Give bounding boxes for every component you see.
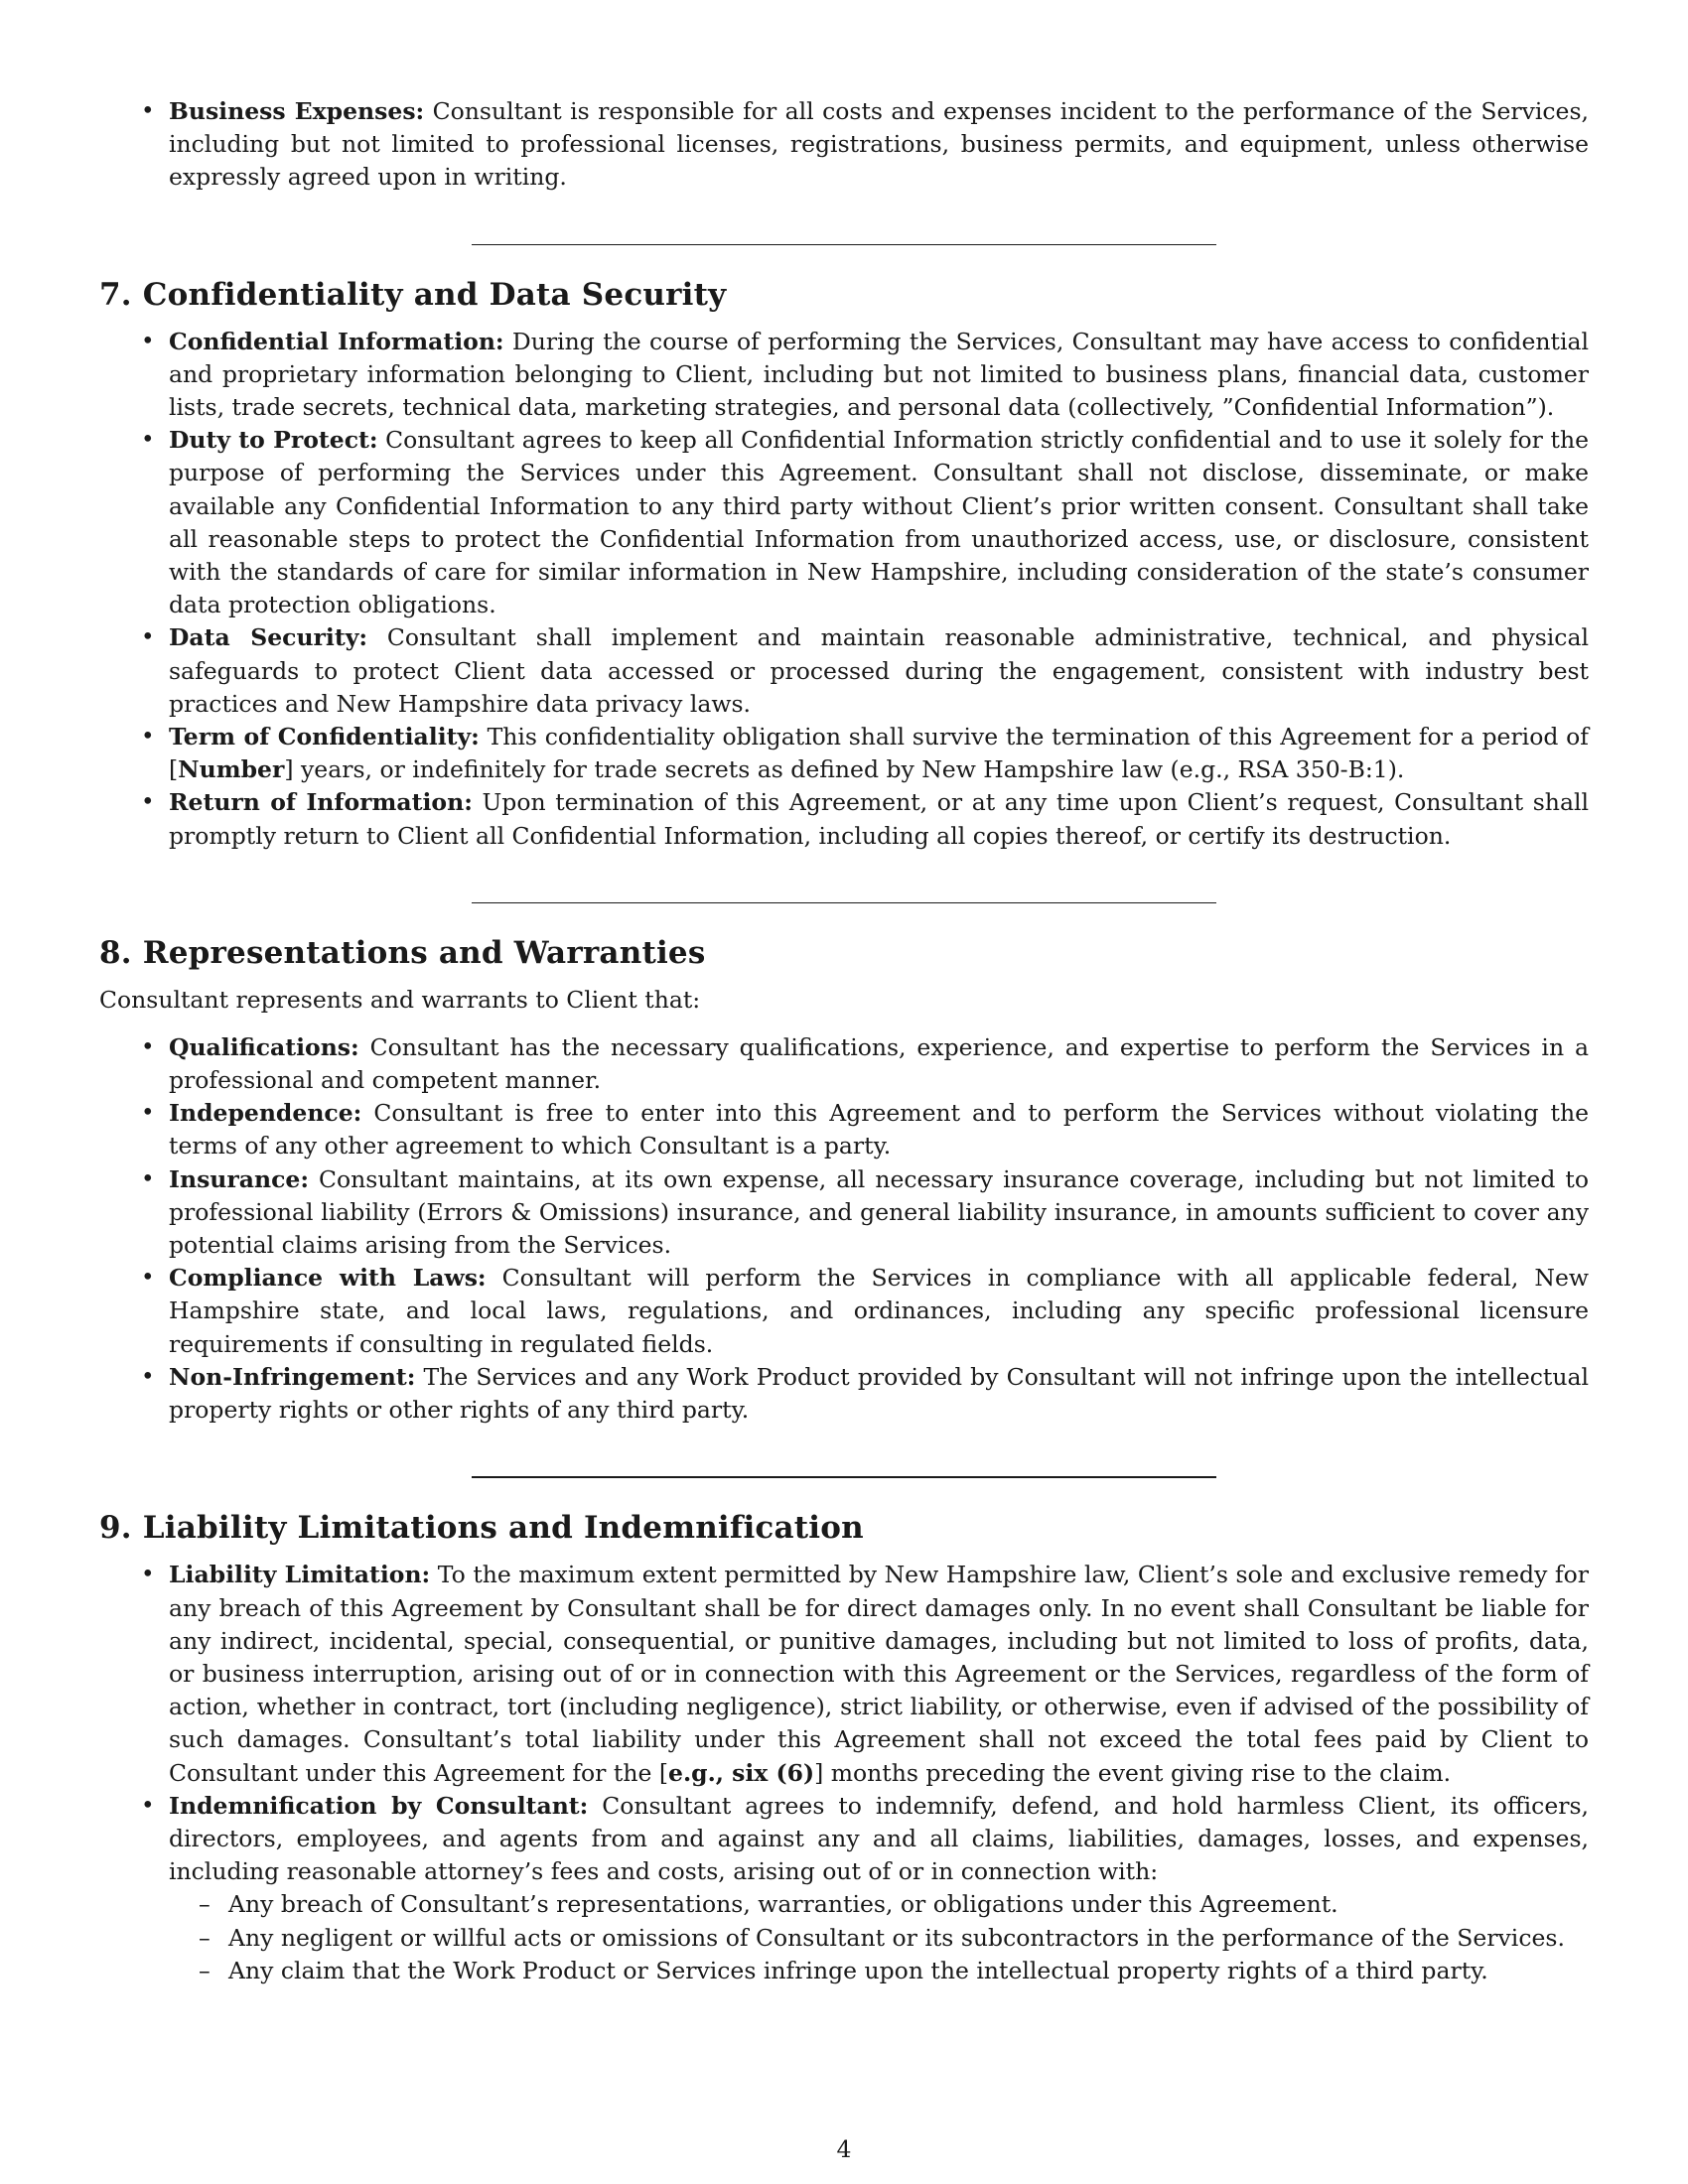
item-term: Confidential Information: bbox=[169, 327, 504, 355]
item-text: Upon termination of this Agreement, or at any time upon Client’s request, Consultant shall promptly return to Client all Confidential Information, including all copies thereof, or certify its destruction. bbox=[169, 788, 1589, 850]
item-text: Consultant has the necessary qualifications, experience, and expertise to perform the Services in a professional and competent manner. bbox=[169, 1032, 1589, 1095]
item-text: ] years, or indefinitely for trade secrets as defined by New Hampshire law (e.g., RSA 350-B:1). bbox=[284, 755, 1405, 784]
section-7-list bbox=[99, 326, 1589, 853]
item-term: Liability Limitation: bbox=[169, 1561, 431, 1589]
section-lead: Consultant represents and warrants to Client that: bbox=[99, 985, 701, 1014]
item-term: Qualifications: bbox=[169, 1032, 359, 1061]
placeholder-months: e.g., six (6) bbox=[668, 1758, 815, 1787]
item-term: Independence: bbox=[169, 1099, 362, 1128]
item-text: This confidentiality obligation shall survive the termination of this Agreement for a period of [ bbox=[169, 723, 1590, 784]
item-text: The Services and any Work Product provided by Consultant will not infringe upon the intellectual property rights or other rights of any third party. bbox=[169, 1362, 1589, 1425]
item-text: Consultant will perform the Services in compliance with all applicable federal, New Hampshire state, and local laws, regulations, and ordinances, including any specific professional licensure requirements if consulting in regulated fields. bbox=[169, 1264, 1589, 1358]
item-term: Business Expenses: bbox=[169, 97, 425, 125]
list-item bbox=[99, 1097, 1589, 1162]
section-9 bbox=[99, 1508, 1589, 1987]
list-item bbox=[99, 1790, 1589, 1987]
item-text: Consultant is responsible for all costs and expenses incident to the performance of the Services, including but not limited to professional licenses, registrations, business permits, and equipment, unless otherwise expressly agreed upon in writing. bbox=[169, 97, 1589, 192]
page-number: 4 bbox=[836, 2135, 852, 2163]
item-term: Return of Information: bbox=[169, 788, 473, 817]
section-divider bbox=[472, 244, 1216, 245]
intro-list bbox=[99, 95, 1589, 195]
item-term: Insurance: bbox=[169, 1164, 310, 1193]
item-text: During the course of performing the Services, Consultant may have access to confidential and proprietary information belonging to Client, including but not limited to business plans, financial data, customer lists, trade secrets, technical data, marketing strategies, and personal data (collectively, ”Confidential Information”). bbox=[169, 327, 1589, 422]
placeholder-number: Number bbox=[178, 755, 285, 784]
item-term: Term of Confidentiality: bbox=[169, 723, 480, 751]
list-item bbox=[99, 1559, 1589, 1789]
list-item bbox=[99, 1361, 1589, 1427]
section-divider bbox=[472, 902, 1216, 903]
indemnification-sublist bbox=[169, 1888, 1589, 1987]
list-item bbox=[99, 424, 1589, 621]
section-8-list bbox=[99, 1031, 1589, 1427]
list-item bbox=[99, 1031, 1589, 1097]
section-8 bbox=[99, 933, 1589, 1427]
item-text: Consultant shall implement and maintain reasonable administrative, technical, and physical safeguards to protect Client data accessed or processed during the engagement, consistent with industry best practices and New Hampshire data privacy laws. bbox=[169, 623, 1590, 718]
list-item bbox=[99, 721, 1589, 786]
list-item bbox=[99, 1262, 1589, 1361]
item-term: Indemnification by Consultant: bbox=[169, 1791, 589, 1820]
sub-list-item: – Any negligent or willful acts or omissions of Consultant or its subcontractors in the performance of the Services. bbox=[169, 1922, 1589, 1955]
item-text: Consultant agrees to keep all Confidential Information strictly confidential and to use it solely for the purpose of performing the Services under this Agreement. Consultant shall not disclose, disseminate, or make available any Confidential Information to any third party without Client’s prior written consent. Consultant shall take all reasonable steps to protect the Confidential Information from unauthorized access, use, or disclosure, consistent with the standards of care for similar information in New Hampshire, including consideration of the state’s consumer data protection obligations. bbox=[169, 426, 1589, 619]
item-term: Non-Infringement: bbox=[169, 1362, 416, 1391]
item-term: Data Security: bbox=[169, 623, 368, 652]
section-divider bbox=[472, 1476, 1216, 1478]
item-text: To the maximum extent permitted by New Hampshire law, Client’s sole and exclusive remedy for any breach of this Agreement by Consultant shall be for direct damages only. In no event shall Consultant be liable for any indirect, incidental, special, consequential, or punitive damages, including but not limited to loss of profits, data, or business interruption, arising out of or in connection with this Agreement or the Services, regardless of the form of action, whether in contract, tort (including negligence), strict liability, or otherwise, even if advised of the possibility of such damages. Consultant’s total liability under this Agreement shall not exceed the total fees paid by Client to Consultant under this Agreement for the [ bbox=[169, 1561, 1589, 1787]
item-text: Consultant is free to enter into this Agreement and to perform the Services without violating the terms of any other agreement to which Consultant is a party. bbox=[169, 1099, 1589, 1160]
item-text: Consultant maintains, at its own expense, all necessary insurance coverage, including but not limited to professional liability (Errors & Omissions) insurance, and general liability insurance, in amounts sufficient to cover any potential claims arising from the Services. bbox=[169, 1164, 1589, 1260]
item-text: Consultant agrees to indemnify, defend, and hold harmless Client, its officers, directors, employees, and agents from and against any and all claims, liabilities, damages, losses, and expenses, including reasonable attorney’s fees and costs, arising out of or in connection with: bbox=[169, 1791, 1589, 1886]
list-item bbox=[99, 621, 1589, 721]
item-text: ] months preceding the event giving rise to the claim. bbox=[814, 1758, 1452, 1787]
list-item bbox=[99, 326, 1589, 425]
section-9-list bbox=[99, 1559, 1589, 1987]
list-item bbox=[99, 786, 1589, 852]
section-heading: 8. Representations and Warranties bbox=[99, 934, 706, 971]
section-heading: 7. Confidentiality and Data Security bbox=[99, 276, 727, 313]
list-item bbox=[99, 95, 1589, 195]
list-item bbox=[99, 1163, 1589, 1263]
section-heading: 9. Liability Limitations and Indemnification bbox=[99, 1510, 864, 1547]
item-term: Duty to Protect: bbox=[169, 426, 378, 455]
item-term: Compliance with Laws: bbox=[169, 1264, 487, 1293]
sub-list-item: – Any breach of Consultant’s representations, warranties, or obligations under this Agreement. bbox=[169, 1888, 1589, 1921]
document-page bbox=[99, 95, 1589, 1987]
sub-list-item: – Any claim that the Work Product or Services infringe upon the intellectual property rights of a third party. bbox=[169, 1955, 1589, 1987]
section-7 bbox=[99, 275, 1589, 853]
